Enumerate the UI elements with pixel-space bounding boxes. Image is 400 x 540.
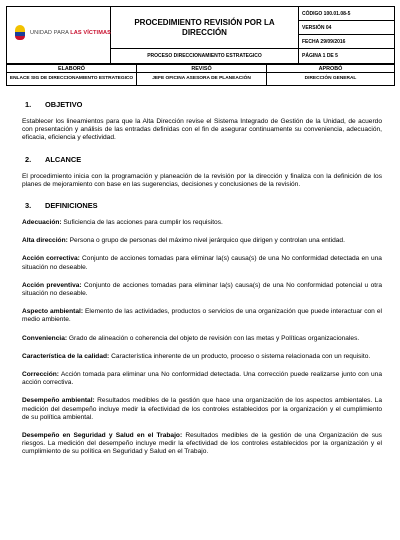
role-reviso: REVISÓ bbox=[137, 65, 267, 73]
role-elaboro: ELABORÓ bbox=[7, 65, 137, 73]
definition-item: Acción correctiva: Conjunto de acciones tomadas para eliminar la(s) causa(s) de una No conformidad detectada en una situación no deseable. bbox=[22, 255, 382, 271]
document-body bbox=[6, 86, 394, 457]
title-cell bbox=[111, 7, 299, 49]
document-header bbox=[6, 6, 395, 64]
role-elaboro-value: ENLACE SIG DE DIRECCIONAMIENTO ESTRATEGICO bbox=[7, 73, 137, 86]
definition-item: Característica de la calidad: Característica inherente de un producto, proceso o sistema relacionada con un requisito. bbox=[22, 352, 371, 360]
process-name: PROCESO DIRECCIONAMIENTO ESTRATEGICO bbox=[111, 49, 299, 64]
document-date: FECHA 29/09/2016 bbox=[299, 35, 395, 49]
document-title: PROCEDIMIENTO REVISIÓN POR LA DIRECCIÓN bbox=[134, 17, 275, 37]
definition-item: Desempeño ambiental: Resultados medibles de la gestión que hace una organización de los aspectos ambientales. La medición del desempeño incluye medir la efectividad de los controles establecidos por la organización y el cumplimiento de su política ambiental. bbox=[22, 397, 382, 421]
alcance-text: El procedimiento inicia con la programación y planeación de la revisión por la dirección y finaliza con la definición de los planes de mejoramiento con base en las sugerencias, decisiones y conclusiones de la revisión. bbox=[22, 172, 382, 188]
definition-item: Alta dirección: Persona o grupo de personas del máximo nivel jerárquico que dirigen y controlan una entidad. bbox=[22, 237, 345, 245]
section-heading-definiciones: 3. DEFINICIONES bbox=[25, 201, 98, 211]
role-reviso-value: JEFE OFICINA ASESORA DE PLANEACIÓN bbox=[137, 73, 267, 86]
unidad-victimas-logo bbox=[13, 25, 111, 41]
definition-item: Corrección: Acción tomada para eliminar una No conformidad detectada. Una corrección puede realizarse junto con una acción correctiva. bbox=[22, 371, 382, 387]
document-version: VERSIÓN 04 bbox=[299, 21, 395, 35]
logo-text: UNIDAD PARA LAS VÍCTIMAS bbox=[30, 30, 111, 36]
definition-item: Acción preventiva: Conjunto de acciones tomadas para eliminar la(s) causa(s) de una No conformidad potencial u otra situación no deseable. bbox=[22, 281, 382, 298]
role-aprobo-value: DIRECCIÓN GENERAL bbox=[267, 73, 395, 86]
definition-item: Conveniencia: Grado de alineación o coherencia del objeto de revisión con las metas y Políticas organizacionales. bbox=[22, 334, 360, 342]
logo-cell bbox=[7, 7, 111, 64]
coat-of-arms-icon bbox=[13, 25, 27, 41]
approval-table bbox=[6, 64, 395, 86]
definition-item: Adecuación: Suficiencia de las acciones para cumplir los requisitos. bbox=[22, 219, 223, 227]
objetivo-text: Establecer los lineamientos para que la Alta Dirección revise el Sistema Integrado de Gestión de la Unidad, de acuerdo con presentación y análisis de las entradas definidas con el fin de asegurar continuamente su conveniencia, adecuación, eficacia, eficiencia y efectividad. bbox=[22, 118, 382, 142]
section-heading-objetivo: 1. OBJETIVO bbox=[25, 100, 83, 109]
section-heading-alcance: 2. ALCANCE bbox=[25, 154, 82, 164]
definition-item: Aspecto ambiental: Elemento de las actividades, productos o servicios de una organización que puede interactuar con el medio ambiente. bbox=[22, 308, 382, 324]
role-aprobo: APROBÓ bbox=[267, 65, 395, 73]
document-code: CÓDIGO 100.01.08-5 bbox=[299, 7, 395, 21]
page-number: PÁGINA 1 DE 5 bbox=[299, 49, 395, 64]
definition-item: Desempeño en Seguridad y Salud en el Trabajo: Resultados medibles de la gestión de una Organización de sus riesgos. La medición del desempeño incluye medir la efectividad de los controles establecidos por la organización y el cumplimiento de su política en Seguridad y Salud en el Trabajo. bbox=[22, 432, 382, 456]
